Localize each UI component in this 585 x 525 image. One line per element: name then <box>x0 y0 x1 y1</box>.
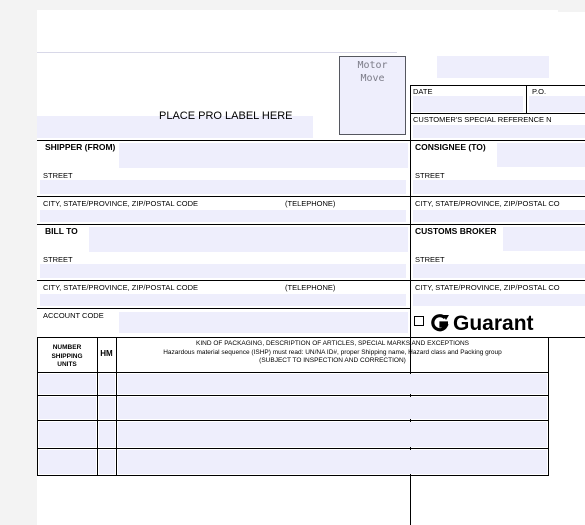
shipper-street-field[interactable] <box>40 180 406 194</box>
units-header-line2: SHIPPING <box>51 352 83 360</box>
customs-broker-city-field[interactable] <box>413 294 585 306</box>
consignee-city-field[interactable] <box>413 210 585 222</box>
hm-cell[interactable] <box>99 422 115 447</box>
date-field[interactable] <box>413 96 523 112</box>
units-header-line3: UNITS <box>57 361 77 368</box>
top-right-field[interactable] <box>437 56 549 78</box>
divider <box>37 337 585 338</box>
divider <box>37 224 585 225</box>
bill-to-street-field[interactable] <box>40 264 406 278</box>
divider <box>37 52 397 53</box>
customer-ref-field[interactable] <box>413 125 585 138</box>
divider <box>37 140 585 141</box>
consignee-street-label: STREET <box>415 171 445 180</box>
customs-broker-street-label: STREET <box>415 255 445 264</box>
description-header-line2: Hazardous material sequence (ISHP) must read: UN/NA ID#, proper Shipping name, Hazard class and Packing group <box>163 348 502 356</box>
bill-to-street-label: STREET <box>43 255 73 264</box>
bill-to-phone-label: (TELEPHONE) <box>285 283 336 292</box>
units-cell[interactable] <box>39 374 96 394</box>
shipper-city-label: CITY, STATE/PROVINCE, ZIP/POSTAL CODE <box>43 199 199 208</box>
description-header-line1: KIND OF PACKAGING, DESCRIPTION OF ARTICLES, SPECIAL MARKS AND EXCEPTIONS <box>196 340 469 347</box>
hm-cell[interactable] <box>99 450 115 474</box>
bill-to-name-field[interactable] <box>89 227 408 252</box>
divider <box>410 113 585 114</box>
shipper-city-field[interactable] <box>40 210 406 222</box>
description-header <box>117 340 548 366</box>
pro-label-text: PLACE PRO LABEL HERE <box>159 110 293 122</box>
guaranteed-g-logo-icon <box>430 314 450 332</box>
divider <box>37 448 549 449</box>
units-header <box>37 344 97 370</box>
consignee-street-field[interactable] <box>413 180 585 194</box>
motor-move-box[interactable] <box>339 56 406 135</box>
po-field[interactable] <box>529 96 585 112</box>
hm-header: HM <box>100 349 113 358</box>
bill-of-lading-form <box>37 10 585 525</box>
divider <box>410 140 411 337</box>
shipper-street-label: STREET <box>43 171 73 180</box>
customs-broker-title: CUSTOMS BROKER <box>415 226 497 236</box>
date-label: DATE <box>413 87 433 96</box>
description-cell[interactable] <box>118 374 547 394</box>
shipper-phone-label: (TELEPHONE) <box>285 199 336 208</box>
shipper-name-field[interactable] <box>119 143 408 168</box>
consignee-name-field[interactable] <box>497 143 585 167</box>
account-code-label: ACCOUNT CODE <box>43 311 104 320</box>
divider <box>526 85 527 113</box>
divider <box>37 395 549 396</box>
divider <box>37 280 585 281</box>
motor-move-line1: Motor <box>357 60 388 71</box>
customs-broker-name-field[interactable] <box>503 227 585 251</box>
bill-to-city-label: CITY, STATE/PROVINCE, ZIP/POSTAL CODE <box>43 283 199 292</box>
hm-cell[interactable] <box>99 374 115 394</box>
units-cell[interactable] <box>39 422 96 447</box>
units-cell[interactable] <box>39 397 96 419</box>
bill-to-city-field[interactable] <box>40 294 406 306</box>
customs-broker-city-label: CITY, STATE/PROVINCE, ZIP/POSTAL CO <box>415 283 560 292</box>
divider <box>410 85 585 86</box>
description-cell[interactable] <box>118 450 547 474</box>
description-cell[interactable] <box>118 397 547 419</box>
hm-cell[interactable] <box>99 397 115 419</box>
customer-ref-label: CUSTOMER'S SPECIAL REFERENCE N <box>413 115 552 124</box>
units-cell[interactable] <box>39 450 96 474</box>
divider <box>37 475 549 476</box>
description-cell[interactable] <box>118 422 547 447</box>
divider <box>548 337 549 476</box>
divider <box>37 372 549 373</box>
consignee-title: CONSIGNEE (TO) <box>415 142 486 152</box>
divider <box>37 308 410 309</box>
divider <box>37 196 585 197</box>
page-corner <box>558 10 585 12</box>
guaranteed-checkbox[interactable] <box>414 316 424 326</box>
account-code-field[interactable] <box>119 312 408 333</box>
units-header-line1: NUMBER <box>52 344 82 351</box>
motor-move-line2: Move <box>360 73 385 84</box>
bill-to-title: BILL TO <box>45 226 78 236</box>
divider <box>37 420 549 421</box>
po-label: P.O. <box>532 87 547 96</box>
guaranteed-text: Guarant <box>453 312 534 335</box>
shipper-title: SHIPPER (FROM) <box>45 142 116 152</box>
description-header-line3: (SUBJECT TO INSPECTION AND CORRECTION) <box>259 357 406 364</box>
consignee-city-label: CITY, STATE/PROVINCE, ZIP/POSTAL CO <box>415 199 560 208</box>
customs-broker-street-field[interactable] <box>413 264 585 278</box>
